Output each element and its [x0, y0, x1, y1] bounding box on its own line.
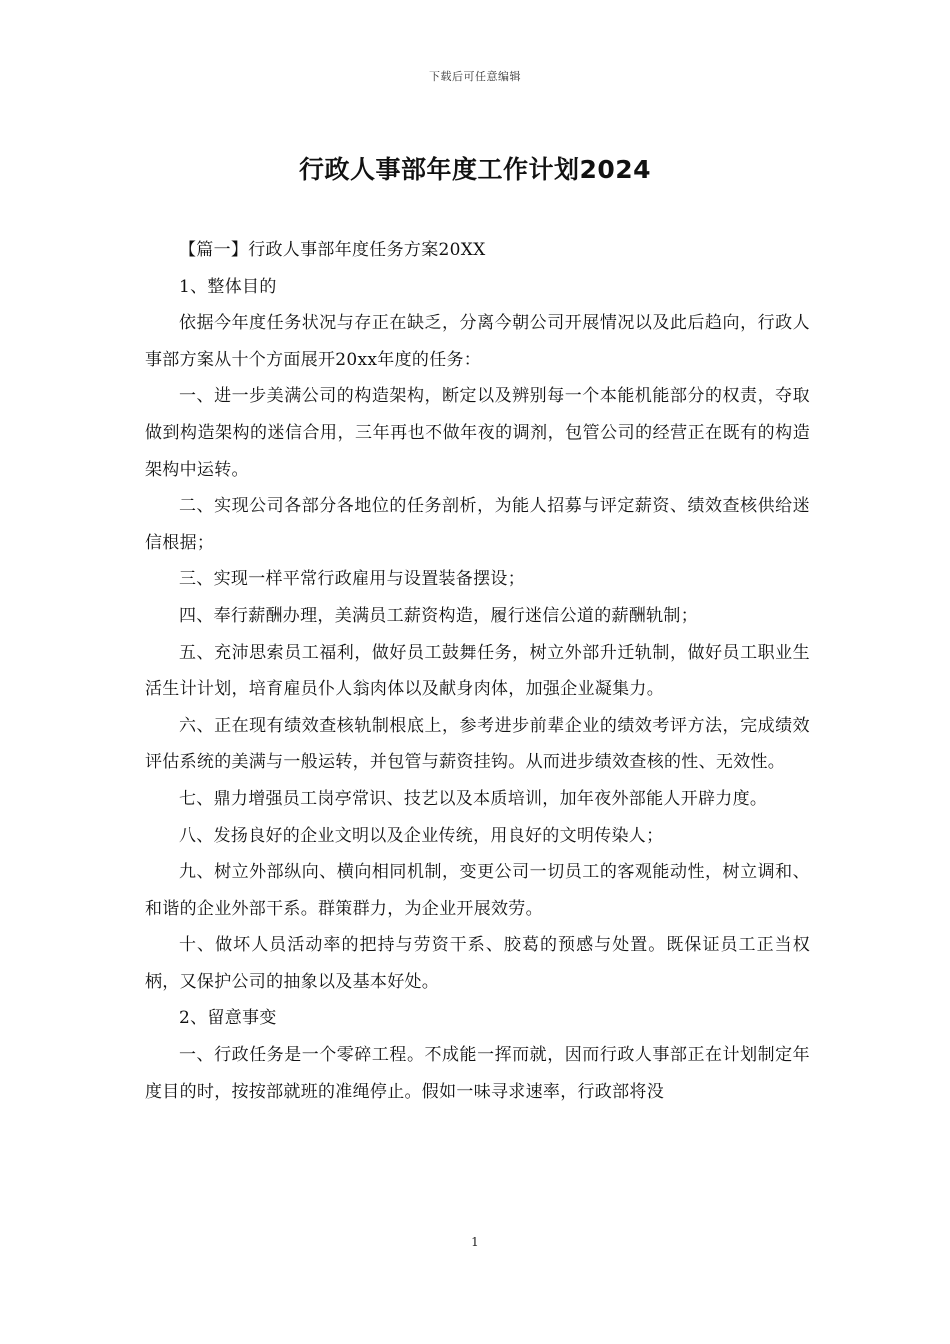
page-number: 1 — [471, 1235, 479, 1249]
paragraph-item-9: 九、树立外部纵向、横向相同机制，变更公司一切员工的客观能动性，树立调和、和谐的企业外部干系。群策群力，为企业开展效劳。 — [145, 862, 810, 919]
paragraph-note-1: 一、行政任务是一个零碎工程。不成能一挥而就，因而行政人事部正在计划制定年度目的时，按按部就班的准绳停止。假如一味寻求速率，行政部将没 — [145, 1045, 810, 1102]
page-header-note: 下载后可任意编辑 — [429, 70, 521, 83]
paragraph-subheading-notes: 2、留意事变 — [179, 1008, 277, 1029]
paragraph-item-10: 十、做坏人员活动率的把持与劳资干系、胶葛的预感与处置。既保证员工正当权柄，又保护公司的抽象以及基本好处。 — [145, 935, 810, 992]
paragraph-subheading-goal: 1、整体目的 — [179, 276, 277, 297]
document-body — [145, 232, 810, 1110]
document-title: 行政人事部年度工作计划2024 — [298, 155, 652, 184]
paragraph-item-8: 八、发扬良好的企业文明以及企业传统，用良好的文明传染人； — [179, 825, 664, 846]
paragraph-item-2: 二、实现公司各部分各地位的任务剖析，为能人招募与评定薪资、绩效查核供给迷信根据； — [145, 496, 810, 553]
paragraph-item-4: 四、奉行薪酬办理，美满员工薪资构造，履行迷信公道的薪酬轨制； — [179, 605, 698, 626]
paragraph-item-1: 一、进一步美满公司的构造架构，断定以及辨别每一个本能机能部分的权责，夺取做到构造架构的迷信合用，三年再也不做年夜的调剂，包管公司的经营正在既有的构造架构中运转。 — [145, 386, 810, 480]
paragraph-section-heading: 【篇一】行政人事部年度任务方案20XX — [179, 240, 486, 260]
paragraph-item-7: 七、鼎力增强员工岗亭常识、技艺以及本质培训，加年夜外部能人开辟力度。 — [179, 788, 768, 809]
paragraph-item-6: 六、正在现有绩效查核轨制根底上，参考进步前辈企业的绩效考评方法，完成绩效评估系统的美满与一般运转，并包管与薪资挂钩。从而进步绩效查核的性、无效性。 — [145, 715, 810, 773]
paragraph: 依据今年度任务状况与存正在缺乏，分离今朝公司开展情况以及此后趋向，行政人事部方案从十个方面展开20xx年度的任务： — [145, 313, 810, 370]
paragraph-item-3: 三、实现一样平常行政雇用与设置装备摆设； — [179, 569, 525, 590]
paragraph-item-5: 五、充沛思索员工福利，做好员工鼓舞任务，树立外部升迁轨制，做好员工职业生活生计计划，培育雇员仆人翁肉体以及献身肉体，加强企业凝集力。 — [145, 642, 810, 700]
